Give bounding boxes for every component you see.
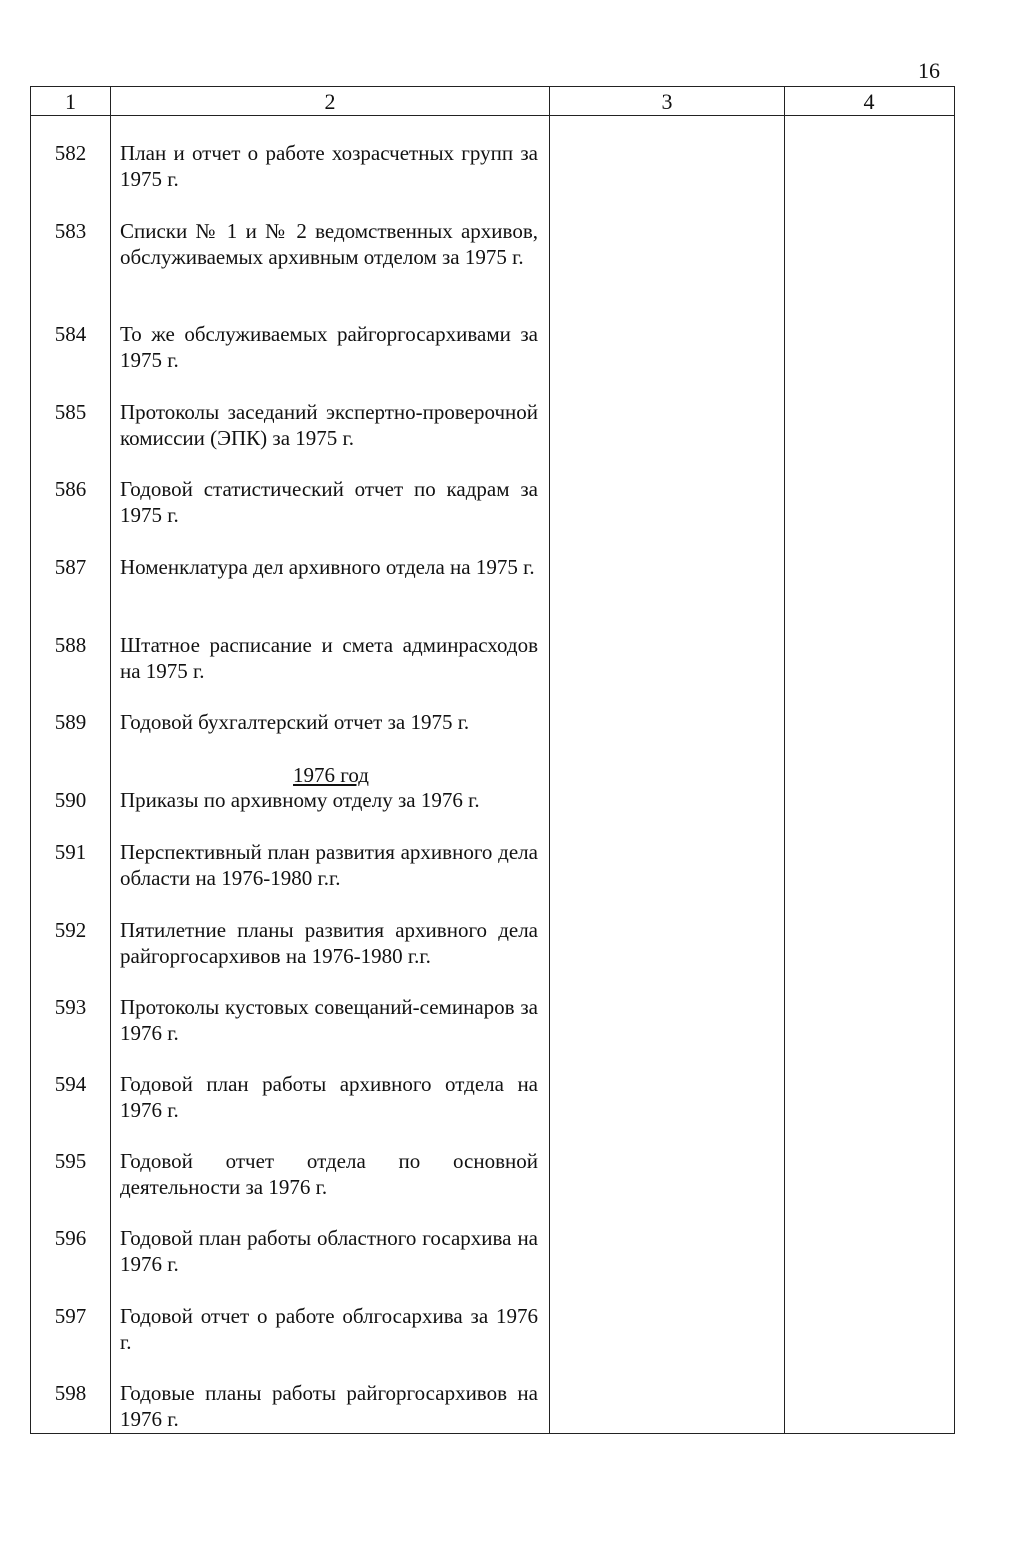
item-number: 596	[54, 1226, 87, 1250]
column-header-4: 4	[863, 89, 875, 114]
item-number: 597	[54, 1304, 87, 1328]
item-description: Годовой бухгалтерский отчет за 1975 г.	[120, 710, 470, 734]
item-description: То же обслуживаемых райгоргосархивами за 1975 г.	[120, 322, 538, 372]
item-number: 587	[54, 555, 87, 579]
item-number: 584	[54, 322, 87, 346]
item-description: Протоколы кустовых совещаний-семинаров за 1976 г.	[120, 995, 538, 1045]
item-number: 592	[54, 918, 87, 942]
inventory-table	[30, 86, 955, 1434]
item-description: Номенклатура дел архивного отдела на 1975 г.	[120, 555, 535, 579]
item-number: 583	[54, 219, 87, 243]
column-header-3: 3	[661, 89, 673, 114]
column-divider	[549, 87, 550, 1433]
column-header-1: 1	[65, 89, 76, 114]
item-description: Годовой отчет о работе облгосархива за 1976 г.	[120, 1304, 538, 1354]
column-divider	[110, 87, 111, 1433]
item-description: Приказы по архивному отделу за 1976 г.	[120, 788, 480, 812]
column-header-2: 2	[324, 89, 336, 114]
item-description: Годовой план работы архивного отдела на 1976 г.	[120, 1072, 538, 1122]
item-number: 590	[54, 788, 87, 812]
item-description: Перспективный план развития архивного дела области на 1976-1980 г.г.	[120, 840, 538, 890]
column-divider	[784, 87, 785, 1433]
item-description: План и отчет о работе хозрасчетных групп за 1975 г.	[120, 141, 538, 191]
item-description: Штатное расписание и смета админрасходов на 1975 г.	[120, 633, 538, 683]
item-number: 585	[54, 400, 87, 424]
item-description: Годовой статистический отчет по кадрам за 1975 г.	[120, 477, 538, 527]
item-description: Годовые планы работы райгоргосархивов на 1976 г.	[120, 1381, 538, 1431]
item-description: Годовой отчет отдела по основной деятельности за 1976 г.	[120, 1149, 538, 1199]
item-description: Пятилетние планы развития архивного дела райгоргосархивов на 1976-1980 г.г.	[120, 918, 538, 968]
item-number: 594	[54, 1072, 87, 1096]
section-year-heading: 1976 год	[293, 763, 369, 787]
page-number: 16	[918, 58, 940, 83]
item-description: Годовой план работы областного госархива на 1976 г.	[120, 1226, 538, 1276]
item-number: 595	[54, 1149, 87, 1173]
item-number: 589	[54, 710, 87, 734]
item-number: 582	[54, 141, 87, 165]
item-number: 586	[54, 477, 87, 501]
item-description: Списки № 1 и № 2 ведомственных архивов, обслуживаемых архивным отделом за 1975 г.	[120, 219, 538, 269]
item-number: 598	[54, 1381, 87, 1405]
item-description: Протоколы заседаний экспертно-проверочной комиссии (ЭПК) за 1975 г.	[120, 400, 538, 450]
item-number: 588	[54, 633, 87, 657]
item-number: 593	[54, 995, 87, 1019]
item-number: 591	[54, 840, 87, 864]
